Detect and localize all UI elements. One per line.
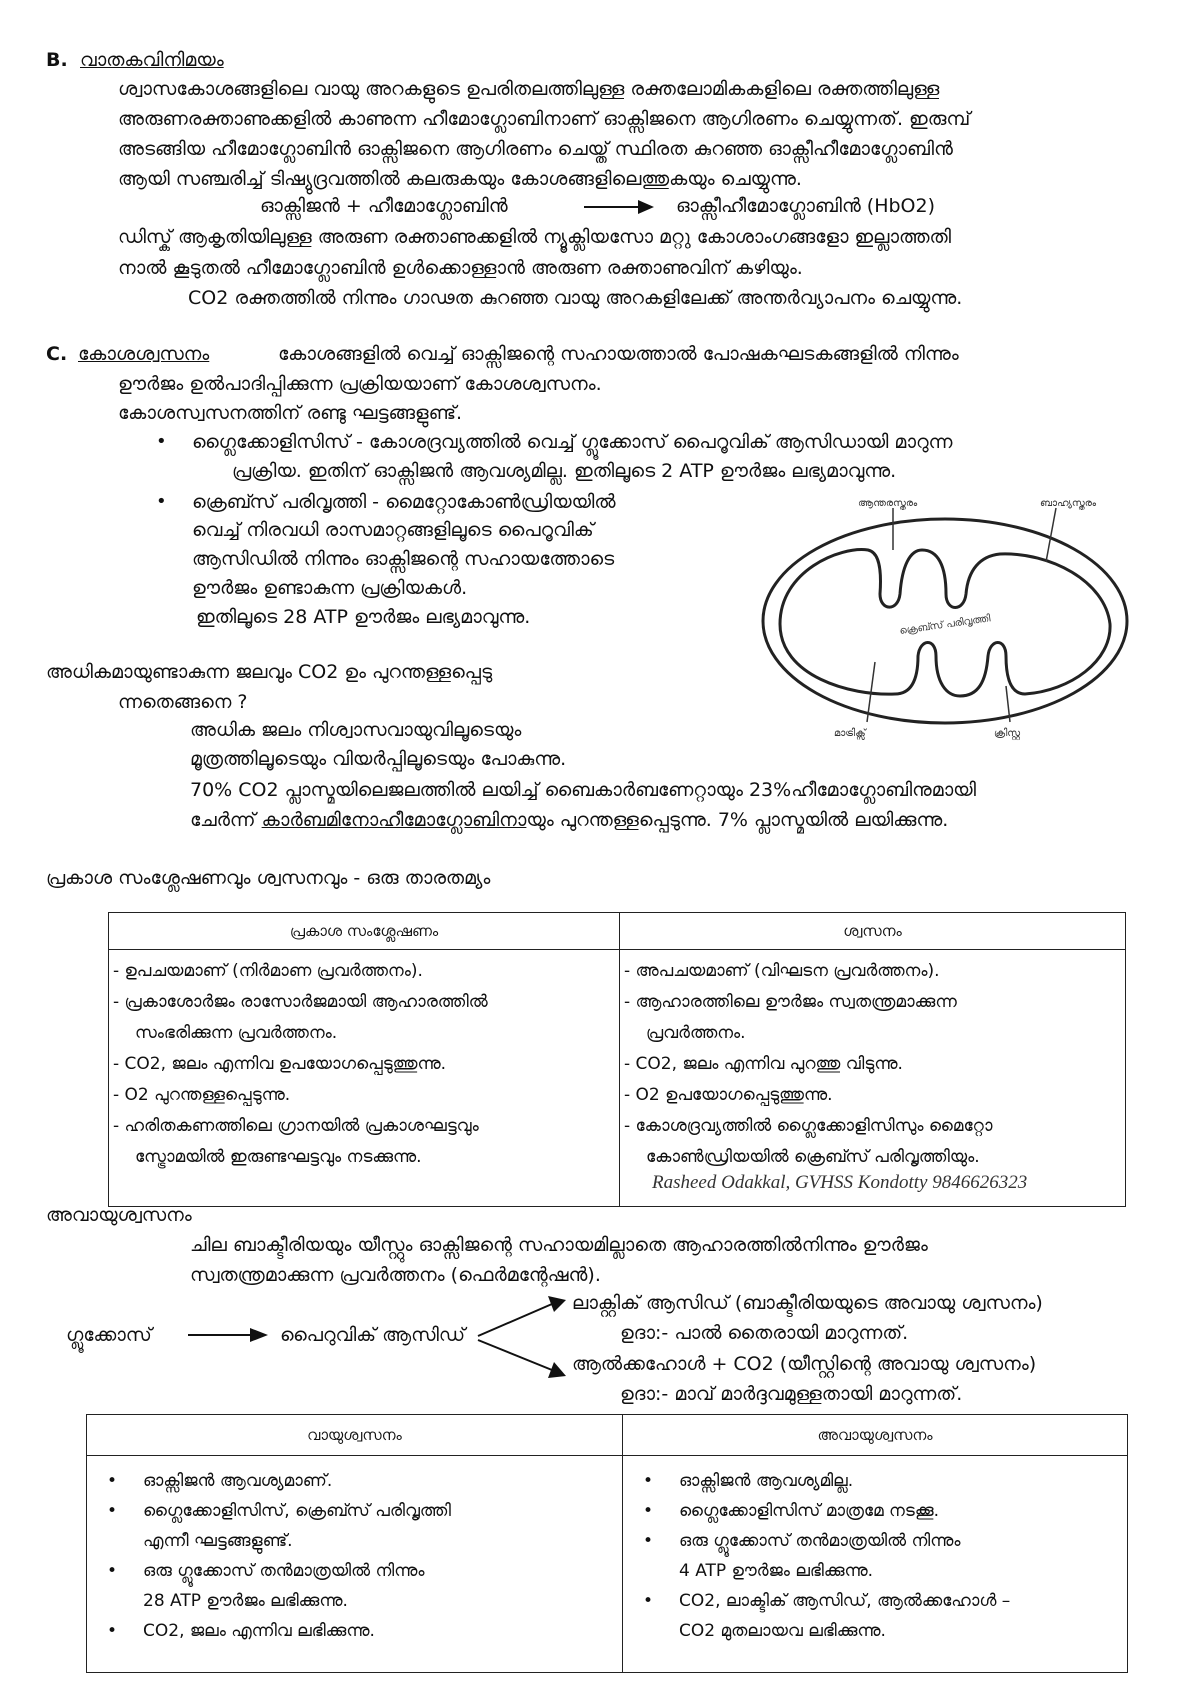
bullet-text: CO2, ജലം എന്നിവ ലഭിക്കുന്നു. <box>143 1621 375 1641</box>
table-cell-line: കോൺഡ്രിയയിൽ ക്രെബ്സ് പരിവൃത്തിയും. <box>646 1147 980 1167</box>
bullet: • <box>107 1501 118 1521</box>
bullet-item <box>87 1616 622 1646</box>
lactic-acid-line: ലാക്റ്റിക് ആസിഡ് (ബാക്ടീരിയയുടെ അവായു ശ്വസനം) <box>572 1292 1043 1314</box>
section-b-letter: B. <box>46 49 68 71</box>
krebs-line: ഊർജം ഉണ്ടാകുന്ന പ്രക്രിയകൾ. <box>192 577 468 599</box>
bullet-continuation: എന്നീ ഘട്ടങ്ങളുണ്ട്. <box>143 1531 293 1551</box>
bullet-continuation: CO2 മുതലായവ ലഭിക്കുന്നു. <box>679 1621 886 1641</box>
equation-right: ഓക്സീഹീമോഗ്ലോബിൻ (HbO2) <box>676 195 936 217</box>
bullet-text: ഓക്സിജൻ ആവശ്യമാണ്. <box>143 1471 333 1491</box>
bullet-item <box>87 1556 622 1586</box>
table-header: ശ്വസനം <box>620 913 1126 950</box>
comparison-title: പ്രകാശ സംശ്ലേഷണവും ശ്വസനവും - ഒരു താരതമ്യം <box>46 867 491 889</box>
bullet: • <box>643 1471 654 1491</box>
glucose-label: ഗ്ലൂക്കോസ് <box>66 1324 152 1346</box>
co2-out-line2 <box>190 808 948 832</box>
section-b-para-line: ശ്വാസകോശങ്ങളിലെ വായു അറകളുടെ ഉപരിതലത്തിലുള്ള രക്തലോമികകളിലെ രക്തത്തിലുള്ള <box>118 78 940 100</box>
section-c-intro: കോശങ്ങളിൽ വെച്ച് ഓക്സിജന്റെ സഹായത്താൽ പോഷകഘടകങ്ങളിൽ നിന്നും <box>278 343 959 365</box>
krebs-line: ക്രെബ്സ് പരിവൃത്തി - മൈറ്റോകോൺഡ്രിയയിൽ <box>192 491 616 513</box>
table-cell-line: - O2 പുറന്തള്ളപ്പെടുന്നു. <box>113 1085 291 1105</box>
co2-out-suffix: യും പുറന്തള്ളപ്പെടുന്നു. 7% പ്ലാസ്മയിൽ ലയിക്കുന്നു. <box>526 809 949 831</box>
table-cell-line: - O2 ഉപയോഗപ്പെടുത്തുന്നു. <box>624 1085 833 1105</box>
table-cell-line: സംഭരിക്കുന്ന പ്രവർത്തനം. <box>135 1023 338 1043</box>
bullet-continuation: 28 ATP ഊർജം ലഭിക്കുന്നു. <box>143 1591 348 1611</box>
label-inner-membrane: ആന്തരസ്തരം <box>858 498 918 509</box>
table-cell-right <box>620 950 1126 1207</box>
glucose-arrow <box>186 1325 270 1345</box>
section-c-stages: കോശസ്വസനത്തിന് രണ്ടു ഘട്ടങ്ങളുണ്ട്. <box>118 402 463 424</box>
label-krebs-cycle: ക്രെബ്സ് പരിവൃത്തി <box>898 613 992 637</box>
bullet-text: ഗ്ലൈക്കോളിസിസ്, ക്രെബ്സ് പരിവൃത്തി <box>143 1501 451 1521</box>
bullet-text: CO2, ലാക്ടിക് ആസിഡ്, ആൽക്കഹോൾ – <box>679 1591 1011 1611</box>
bullet-text: ഓക്സിജൻ ആവശ്യമില്ല. <box>679 1471 854 1491</box>
table-cell-line: പ്രവർത്തനം. <box>646 1023 746 1043</box>
answer-line: അധിക ജലം നിശ്വാസവായുവിലൂടെയും <box>190 719 522 741</box>
table-cell-right <box>623 1456 1128 1673</box>
section-b-para-line: അടങ്ങിയ ഹീമോഗ്ലോബിൻ ഓക്സിജനെ ആഗിരണം ചെയ്ത് സ്ഥിരത കുറഞ്ഞ ഓക്സീഹീമോഗ്ലോബിൻ <box>118 138 953 160</box>
pyruvic-label: പൈറുവിക് ആസിഡ് <box>280 1324 466 1346</box>
bullet: • <box>643 1591 654 1611</box>
bullet-text: ഒരു ഗ്ലൂക്കോസ് തൻമാത്രയിൽ നിന്നും <box>143 1561 425 1581</box>
anaerobic-para-line: സ്വതന്ത്രമാക്കുന്ന പ്രവർത്തനം (ഫെർമന്റേഷൻ). <box>190 1264 601 1286</box>
section-c-heading: കോശശ്വസനം <box>78 343 210 365</box>
aerobic-anaerobic-table <box>86 1414 1128 1673</box>
table-cell-line: സ്ട്രോമയിൽ ഇരുണ്ടഘട്ടവും നടക്കുന്നു. <box>135 1147 422 1167</box>
bullet: • <box>643 1501 654 1521</box>
equation-left: ഓക്സിജൻ + ഹീമോഗ്ലോബിൻ <box>260 195 508 217</box>
section-b-heading: വാതകവിനിമയം <box>80 49 224 71</box>
bullet-continuation: 4 ATP ഊർജം ലഭിക്കുന്നു. <box>679 1561 874 1581</box>
bullet-item <box>623 1466 1127 1496</box>
bullet: • <box>107 1471 118 1491</box>
photosynthesis-respiration-table <box>108 912 1126 1207</box>
bullet-text: ഗ്ലൈക്കോളിസിസ് മാത്രമേ നടക്കൂ. <box>679 1501 939 1521</box>
table-cell-line: - പ്രകാശോർജം രാസോർജമായി ആഹാരത്തിൽ <box>113 992 488 1012</box>
section-c-letter: C. <box>46 343 68 365</box>
bullet: • <box>156 491 167 512</box>
bullet: • <box>107 1561 118 1581</box>
table-header: പ്രകാശ സംശ്ലേഷണം <box>109 913 620 950</box>
section-b-para-line: അരുണരക്താണുക്കളിൽ കാണുന്ന ഹീമോഗ്ലോബിനാണ് ഓക്സിജനെ ആഗിരണം ചെയ്യുന്നത്. ഇരുമ്പ് <box>118 108 971 130</box>
co2-out-prefix: ചേർന്ന് <box>190 809 262 831</box>
alcohol-line: ആൽക്കഹോൾ + CO2 (യീസ്റ്റിന്റെ അവായു ശ്വസനം) <box>572 1353 1037 1375</box>
table-cell-line: - CO2, ജലം എന്നിവ ഉപയോഗപ്പെടുത്തുന്നു. <box>113 1054 447 1074</box>
bullet-item <box>623 1586 1127 1616</box>
anaerobic-para-line: ചില ബാക്ടീരിയയും യീസ്റ്റും ഓക്സിജന്റെ സഹായമില്ലാതെ ആഹാരത്തിൽനിന്നും ഊർജം <box>190 1234 928 1256</box>
bullet-item <box>623 1526 1127 1556</box>
section-b-para2-line: ഡിസ്ക് ആകൃതിയിലുള്ള അരുണ രക്താണുക്കളിൽ ന്യൂക്ലിയസോ മറ്റു കോശാംഗങ്ങളോ ഇല്ലാത്തതി <box>118 226 952 248</box>
glycolysis-line: പ്രക്രിയ. ഇതിന് ഓക്സിജൻ ആവശ്യമില്ല. ഇതിലൂടെ 2 ATP ഊർജം ലഭ്യമാവുന്നു. <box>232 460 897 482</box>
alcohol-example: ഉദാ:- മാവ് മാർദ്ദവമുള്ളതായി മാറുന്നത്. <box>620 1383 963 1405</box>
table-header: അവായുശ്വസനം <box>623 1415 1128 1456</box>
section-b-para2-line: നാൽ കൂടുതൽ ഹീമോഗ്ലോബിൻ ഉൾക്കൊള്ളാൻ അരുണ രക്താണുവിന് കഴിയും. <box>118 257 803 279</box>
bullet-text: ഒരു ഗ്ലൂക്കോസ് തൻമാത്രയിൽ നിന്നും <box>679 1531 961 1551</box>
branch-arrows <box>474 1292 570 1384</box>
table-cell-left <box>109 950 620 1207</box>
bullet-item <box>87 1496 622 1526</box>
section-c-intro2: ഊർജം ഉൽപാദിപ്പിക്കുന്ന പ്രക്രിയയാണ് കോശശ്വസനം. <box>118 373 602 395</box>
bullet: • <box>643 1531 654 1551</box>
co2-diffusion-line: CO2 രക്തത്തിൽ നിന്നും ഗാഢത കുറഞ്ഞ വായു അറകളിലേക്ക് അന്തർവ്യാപനം ചെയ്യുന്നു. <box>188 287 963 309</box>
table-cell-line: - ഹരിതകണത്തിലെ ഗ്രാനയിൽ പ്രകാശഘട്ടവും <box>113 1116 479 1136</box>
label-cristae: ക്രിസ്റ്റ <box>994 728 1021 739</box>
table-header: വായുശ്വസനം <box>87 1415 623 1456</box>
section-b-para-line: ആയി സഞ്ചരിച്ച് ടിഷ്യുദ്രവത്തിൽ കലരുകയും കോശങ്ങളിലെത്തുകയും ചെയ്യുന്നു. <box>118 168 802 190</box>
co2-out-line: 70% CO2 പ്ലാസ്മയിലെജലത്തിൽ ലയിച്ച് ബൈകാർബണേറ്റായും 23%ഹീമോഗ്ലോബിനുമായി <box>190 779 976 801</box>
table-cell-line: - ആഹാരത്തിലെ ഊർജം സ്വതന്ത്രമാക്കുന്ന <box>624 992 957 1012</box>
carbaminohemoglobin-term: കാർബമിനോഹീമോഗ്ലോബിനാ <box>261 809 527 831</box>
author-credit: Rasheed Odakkal, GVHSS Kondotty 9846626323 <box>652 1172 1028 1193</box>
question-line: അധികമായുണ്ടാകുന്ന ജലവും CO2 ഉം പുറന്തള്ളപ്പെടു <box>46 661 493 683</box>
table-cell-line: - ഉപചയമാണ് (നിർമാണ പ്രവർത്തനം). <box>113 961 423 981</box>
bullet-item <box>623 1496 1127 1526</box>
krebs-line: ഇതിലൂടെ 28 ATP ഊർജം ലഭ്യമാവുന്നു. <box>196 606 531 628</box>
label-matrix: മാട്രിക്സ് <box>834 728 866 739</box>
equation-arrow <box>582 198 656 216</box>
krebs-line: ആസിഡിൽ നിന്നും ഓക്സിജന്റെ സഹായത്തോടെ <box>192 548 615 570</box>
krebs-line: വെച്ച് നിരവധി രാസമാറ്റങ്ങളിലൂടെ പൈറൂവിക് <box>192 519 594 541</box>
bullet-item <box>87 1466 622 1496</box>
lactic-example: ഉദാ:- പാൽ തൈരായി മാറുന്നത്. <box>620 1322 909 1344</box>
table-cell-line: - അപചയമാണ് (വിഘടന പ്രവർത്തനം). <box>624 961 940 981</box>
table-cell-line: - കോശദ്രവ്യത്തിൽ ഗ്ലൈക്കോളിസിസും മൈറ്റോ <box>624 1116 993 1136</box>
bullet: • <box>107 1621 118 1641</box>
answer-line: മൂത്രത്തിലൂടെയും വിയർപ്പിലൂടെയും പോകുന്നു. <box>190 748 567 770</box>
question-line: ന്നതെങ്ങനെ ? <box>118 691 248 713</box>
anaerobic-heading: അവായുശ്വസനം <box>46 1204 192 1226</box>
table-cell-left <box>87 1456 623 1673</box>
bullet: • <box>156 431 167 452</box>
label-outer-membrane: ബാഹ്യസ്തരം <box>1040 498 1097 509</box>
glycolysis-line: ഗ്ലൈക്കോളിസിസ് - കോശദ്രവ്യത്തിൽ വെച്ച് ഗ്ലൂക്കോസ് പൈറൂവിക് ആസിഡായി മാറുന്ന <box>192 431 953 453</box>
table-cell-line: - CO2, ജലം എന്നിവ പുറത്തു വിടുന്നു. <box>624 1054 903 1074</box>
mitochondrion-diagram <box>750 486 1140 748</box>
